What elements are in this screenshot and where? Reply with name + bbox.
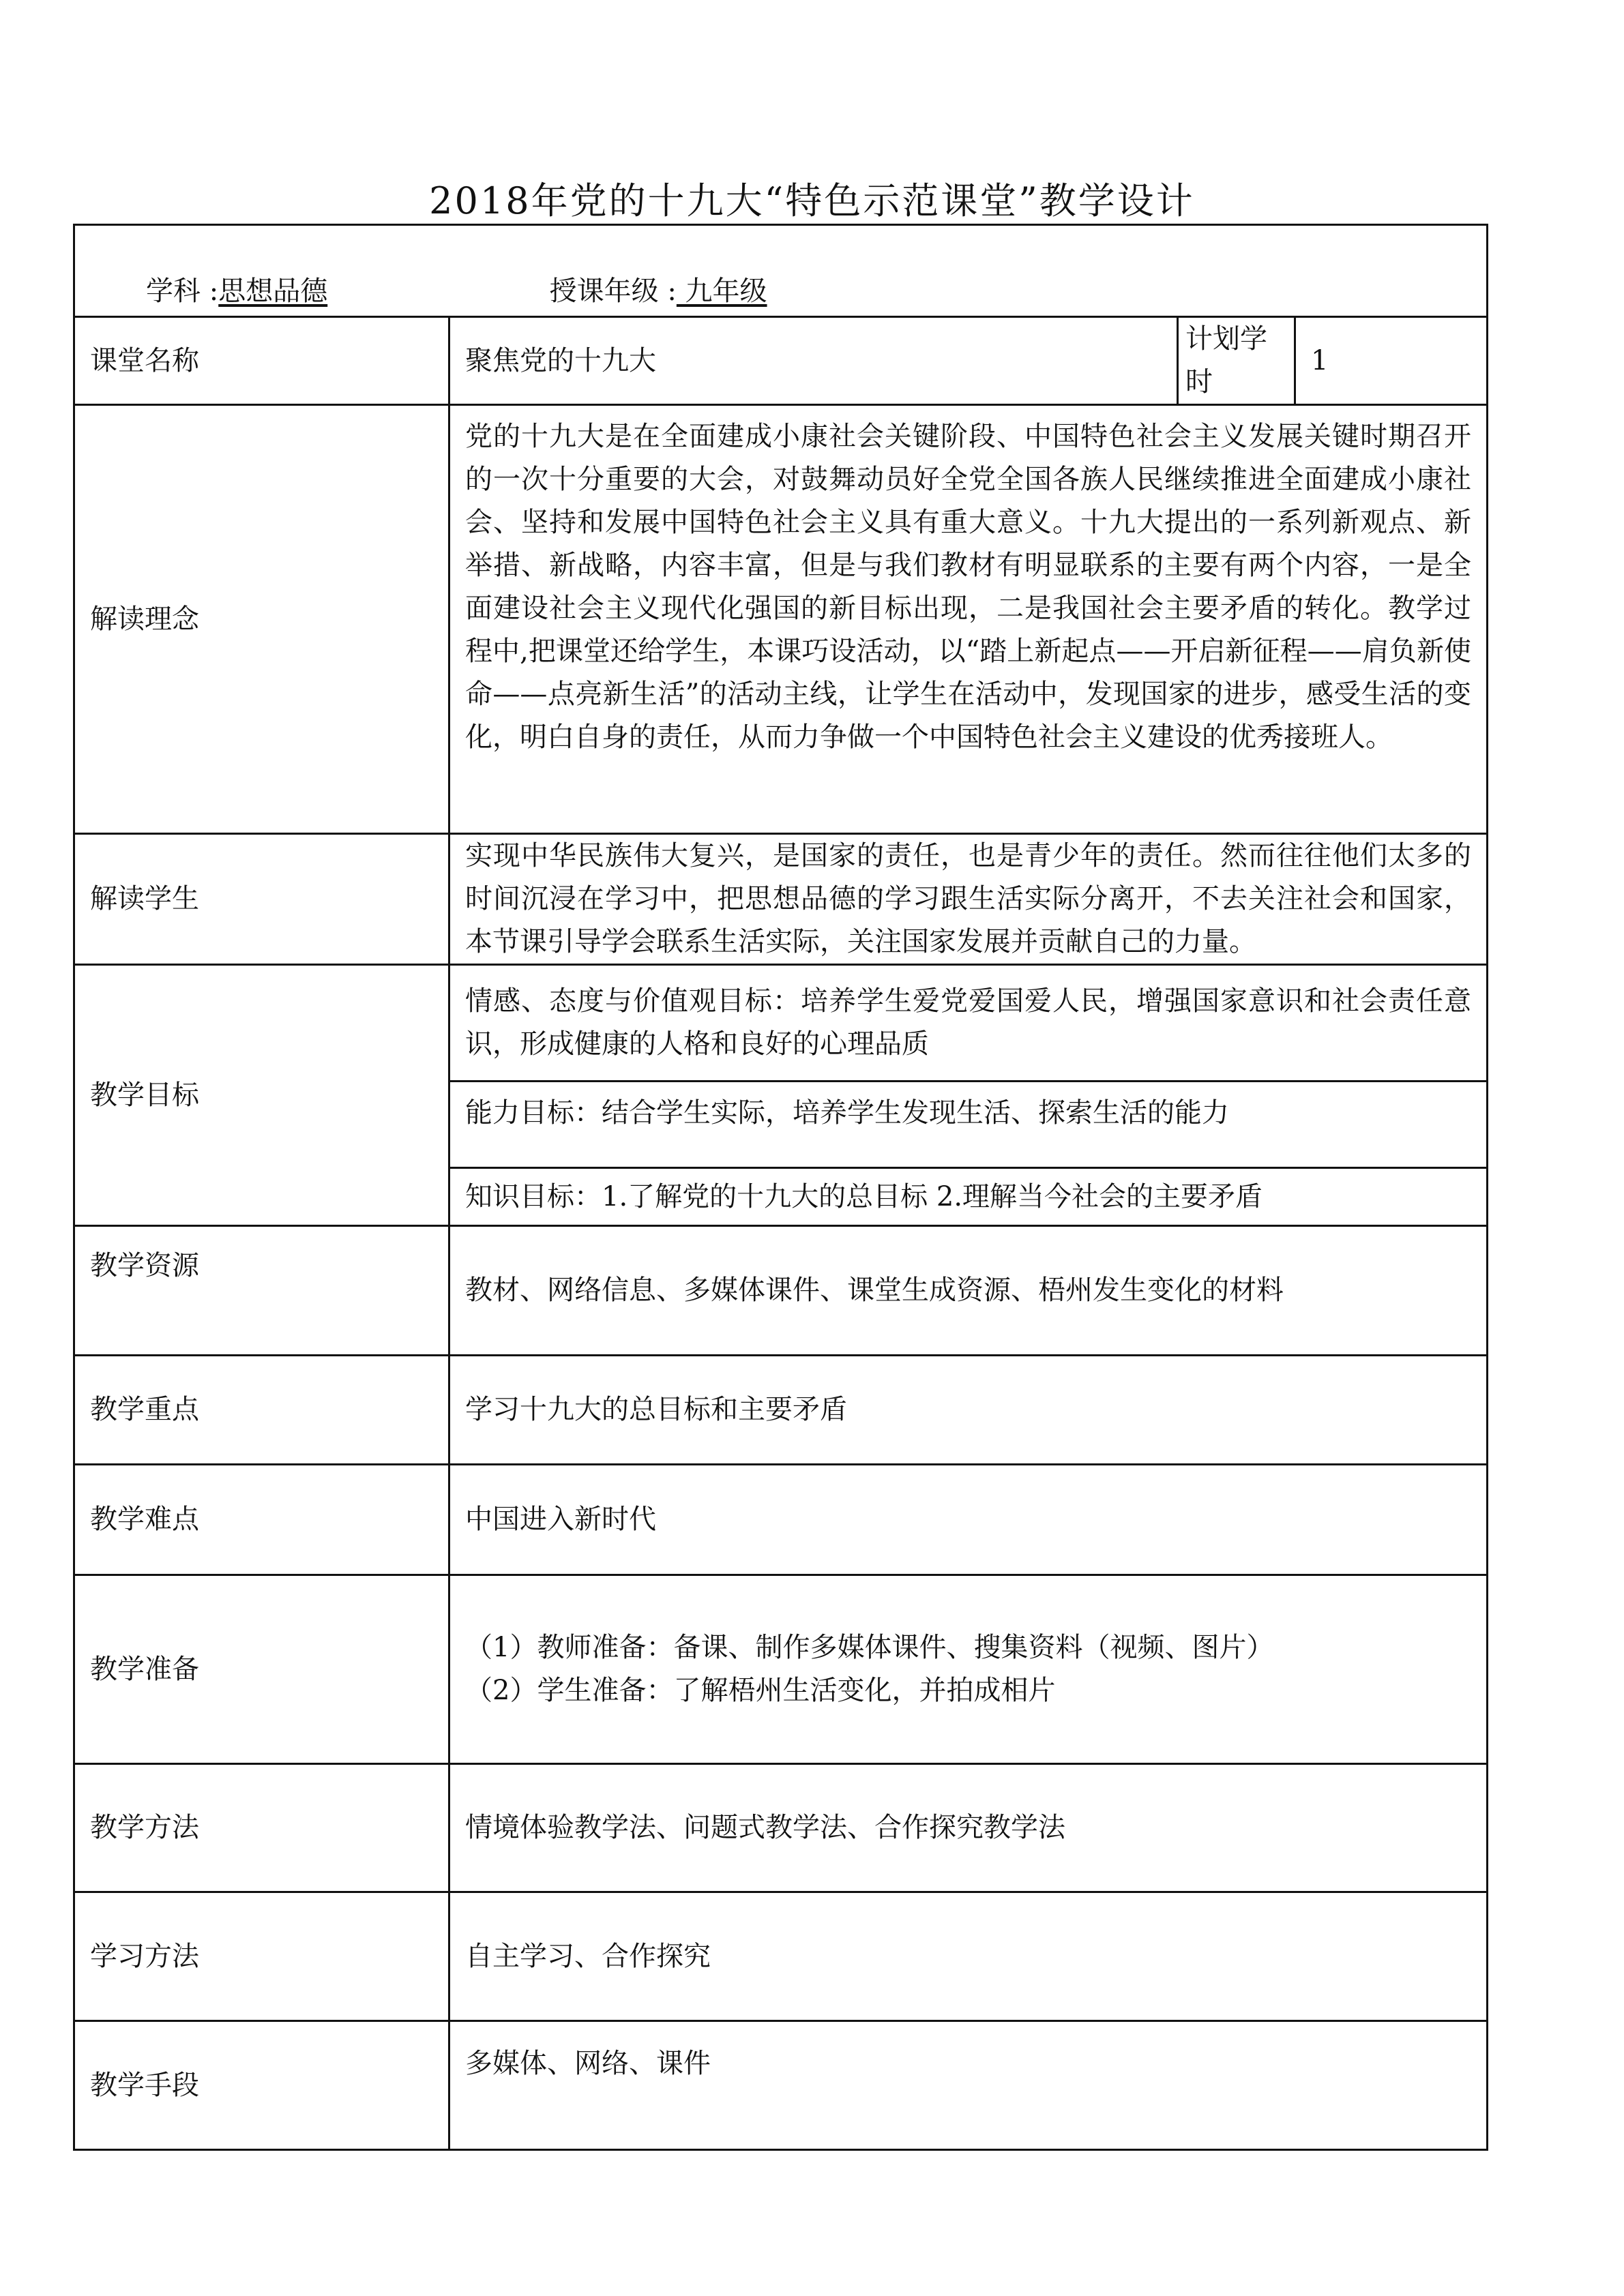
course-name-row (74, 317, 1488, 405)
teaching-means-row (74, 2021, 1488, 2150)
learning-method-label: 学习方法 (74, 1892, 449, 2021)
goal-knowledge-text: 知识目标：1.了解党的十九大的总目标 2.理解当今社会的主要矛盾 (449, 1168, 1488, 1226)
page-title: 2018年党的十九大“特色示范课堂”教学设计 (429, 179, 1195, 222)
learning-method-text: 自主学习、合作探究 (449, 1892, 1488, 2021)
teaching-method-text: 情境体验教学法、问题式教学法、合作探究教学法 (449, 1764, 1488, 1892)
difficulty-row (74, 1465, 1488, 1575)
preparation-teacher-text: （1）教师准备：备课、制作多媒体课件、搜集资料（视频、图片） (465, 1632, 1274, 1663)
students-text: 实现中华民族伟大复兴，是国家的责任，也是青少年的责任。然而往往他们太多的时间沉浸在学习中，把思想品德的学习跟生活实际分离开，不去关注社会和国家，本节课引导学会联系生活实际，关注国家发展并贡献自己的力量。 (449, 834, 1488, 965)
concept-text: 党的十九大是在全面建成小康社会关键阶段、中国特色社会主义发展关键时期召开的一次十分重要的大会，对鼓舞动员好全党全国各族人民继续推进全面建成小康社会、坚持和发展中国特色社会主义具有重大意义。十九大提出的一系列新观点、新举措、新战略，内容丰富，但是与我们教材有明显联系的主要有两个内容，一是全面建设社会主义现代化强国的新目标出现，二是我国社会主要矛盾的转化。教学过程中,把课堂还给学生，本课巧设活动，以“踏上新起点——开启新征程——肩负新使命——点亮新生活”的活动主线，让学生在活动中，发现国家的进步，感受生活的变化，明白自身的责任，从而力争做一个中国特色社会主义建设的优秀接班人。 (449, 405, 1488, 834)
teaching-method-label: 教学方法 (74, 1764, 449, 1892)
difficulty-text: 中国进入新时代 (449, 1465, 1488, 1575)
planned-hours-label-line2: 时 (1185, 366, 1213, 398)
goals-emotion-row (74, 965, 1488, 1082)
teaching-means-text: 多媒体、网络、课件 (449, 2021, 1488, 2150)
grade-label: 授课年级 : (549, 275, 677, 307)
subject-label: 学科 : (146, 275, 219, 307)
lesson-design-table (73, 224, 1488, 2151)
preparation-label: 教学准备 (74, 1575, 449, 1764)
planned-hours-label (1178, 317, 1295, 405)
goal-ability-text: 能力目标：结合学生实际，培养学生发现生活、探索生活的能力 (449, 1082, 1488, 1168)
key-points-text: 学习十九大的总目标和主要矛盾 (449, 1356, 1488, 1465)
header-row (74, 225, 1488, 317)
preparation-cell (449, 1575, 1488, 1764)
difficulty-label: 教学难点 (74, 1465, 449, 1575)
goal-emotion-text: 情感、态度与价值观目标：培养学生爱党爱国爱人民，增强国家意识和社会责任意识，形成健康的人格和良好的心理品质 (449, 965, 1488, 1082)
concept-label: 解读理念 (74, 405, 449, 834)
key-points-label: 教学重点 (74, 1356, 449, 1465)
teaching-means-label: 教学手段 (74, 2021, 449, 2150)
resources-text: 教材、网络信息、多媒体课件、课堂生成资源、梧州发生变化的材料 (449, 1226, 1488, 1356)
resources-label: 教学资源 (74, 1226, 449, 1356)
subject-value: 思想品德 (218, 275, 328, 307)
resources-row (74, 1226, 1488, 1356)
students-row (74, 834, 1488, 965)
planned-hours-label-line1: 计划学 (1185, 323, 1267, 355)
concept-row (74, 405, 1488, 834)
grade-value: 九年级 (676, 275, 767, 307)
preparation-student-text: （2）学生准备：了解梧州生活变化，并拍成相片 (465, 1675, 1056, 1706)
goals-label: 教学目标 (74, 965, 449, 1226)
course-name-label: 课堂名称 (74, 317, 449, 405)
preparation-row (74, 1575, 1488, 1764)
teaching-method-row (74, 1764, 1488, 1892)
learning-method-row (74, 1892, 1488, 2021)
header-cell (74, 225, 1488, 317)
planned-hours-value: 1 (1295, 317, 1488, 405)
key-points-row (74, 1356, 1488, 1465)
students-label: 解读学生 (74, 834, 449, 965)
course-name-value: 聚焦党的十九大 (449, 317, 1178, 405)
